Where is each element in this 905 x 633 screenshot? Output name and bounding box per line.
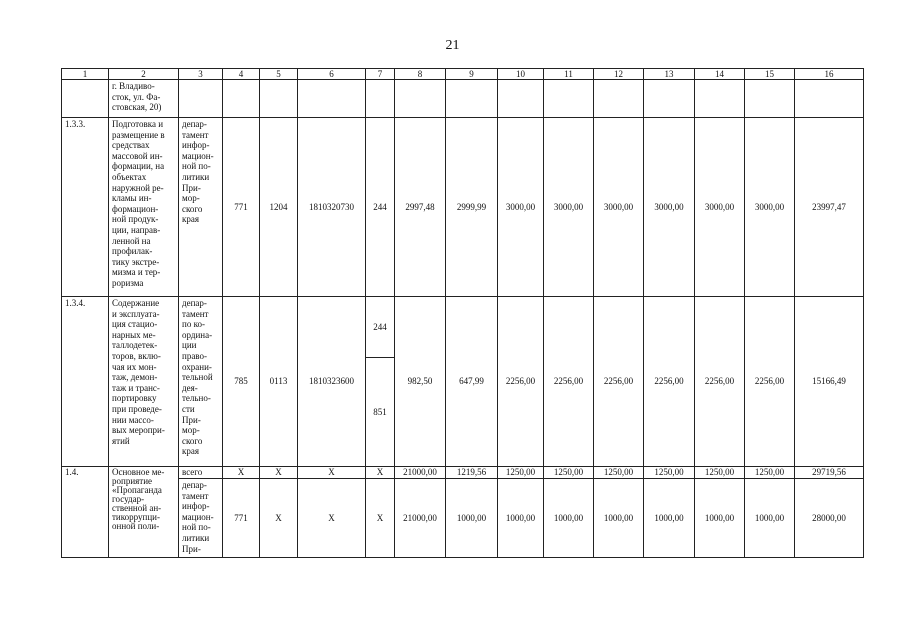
executor: депар- тамент инфор- мацион- ной по- литики При- мор- ского края [179,118,223,297]
cell: X [260,479,298,558]
cell: 3000,00 [745,118,795,297]
page-number: 21 [445,38,460,53]
cell: 1250,00 [644,467,695,479]
col-header: 15 [745,69,795,80]
col-header: 2 [109,69,179,80]
cell: 1000,00 [594,479,644,558]
cell: 771 [223,118,260,297]
column-number-row [62,69,864,80]
cell: 3000,00 [498,118,544,297]
table-row [62,467,864,479]
cell: 1000,00 [695,479,745,558]
cell: 2256,00 [594,297,644,467]
cell: 21000,00 [395,467,446,479]
col-header: 7 [366,69,395,80]
col-header: 14 [695,69,745,80]
cell: X [223,467,260,479]
item-number: 1.3.3. [62,118,109,297]
cell: 1810320730 [298,118,366,297]
cell: 29719,56 [795,467,864,479]
total-label: всего [179,467,223,479]
cell: 23997,47 [795,118,864,297]
cell: 3000,00 [695,118,745,297]
cell: 785 [223,297,260,467]
cell: 3000,00 [594,118,644,297]
table-row [62,479,864,558]
cell: 3000,00 [544,118,594,297]
executor: депар- тамент инфор- мацион- ной по- литики При- [179,479,223,558]
cell: 1000,00 [498,479,544,558]
cell: 771 [223,479,260,558]
activity-name: г. Владиво- сток, ул. Фа- стовская, 20) [109,80,179,118]
program-table [61,68,864,558]
cell: 1250,00 [544,467,594,479]
cell: X [260,467,298,479]
cell: 2256,00 [695,297,745,467]
cell: 1000,00 [745,479,795,558]
cell: 21000,00 [395,479,446,558]
col-header: 13 [644,69,695,80]
cell: 244 [366,118,395,297]
col-header: 5 [260,69,298,80]
cell: 2256,00 [544,297,594,467]
cell: 28000,00 [795,479,864,558]
cell: 1250,00 [745,467,795,479]
activity-name: Подготовка и размещение в средствах массовой ин- формации, на объектах наружной ре- кламы ин- формацион- ной продук- ции, направ- ленной на профилак- тику экстре- мизма и тер- роризма [109,118,179,297]
cell: 244 [366,297,395,358]
cell: 1000,00 [446,479,498,558]
cell: 2999,99 [446,118,498,297]
cell: X [298,467,366,479]
col-header: 8 [395,69,446,80]
table-row [62,297,864,358]
activity-name: Содержание и эксплуата- ция стацио- нарных ме- таллодетек- торов, вклю- чая их мон- таж, демон- таж и транс- портировку при проведе- нии массо- вых меропри- ятий [109,297,179,467]
cell: 1250,00 [594,467,644,479]
cell: 0113 [260,297,298,467]
col-header: 6 [298,69,366,80]
cell: 2997,48 [395,118,446,297]
col-header: 1 [62,69,109,80]
cell: X [298,479,366,558]
col-header: 3 [179,69,223,80]
executor: депар- тамент по ко- ордина- ции право- охрани- тельной дея- тельно- сти При- мор- ского края [179,297,223,467]
cell: X [366,467,395,479]
col-header: 12 [594,69,644,80]
cell: 647,99 [446,297,498,467]
cell: 2256,00 [644,297,695,467]
cell: 15166,49 [795,297,864,467]
cell: 1219,56 [446,467,498,479]
table-row [62,80,864,118]
cell: 1810323600 [298,297,366,467]
col-header: 11 [544,69,594,80]
cell: 2256,00 [498,297,544,467]
cell: 982,50 [395,297,446,467]
cell: 1250,00 [695,467,745,479]
item-number: 1.4. [62,467,109,558]
cell: 1250,00 [498,467,544,479]
cell: 1000,00 [644,479,695,558]
col-header: 4 [223,69,260,80]
cell: 1000,00 [544,479,594,558]
col-header: 10 [498,69,544,80]
item-number: 1.3.4. [62,297,109,467]
cell: 851 [366,358,395,467]
activity-name: Основное ме- роприятие «Пропаганда государ- ственной ан- тикоррупци- онной поли- [109,467,179,558]
cell: 1204 [260,118,298,297]
table-row [62,118,864,297]
cell: 2256,00 [745,297,795,467]
cell: X [366,479,395,558]
col-header: 16 [795,69,864,80]
cell: 3000,00 [644,118,695,297]
col-header: 9 [446,69,498,80]
